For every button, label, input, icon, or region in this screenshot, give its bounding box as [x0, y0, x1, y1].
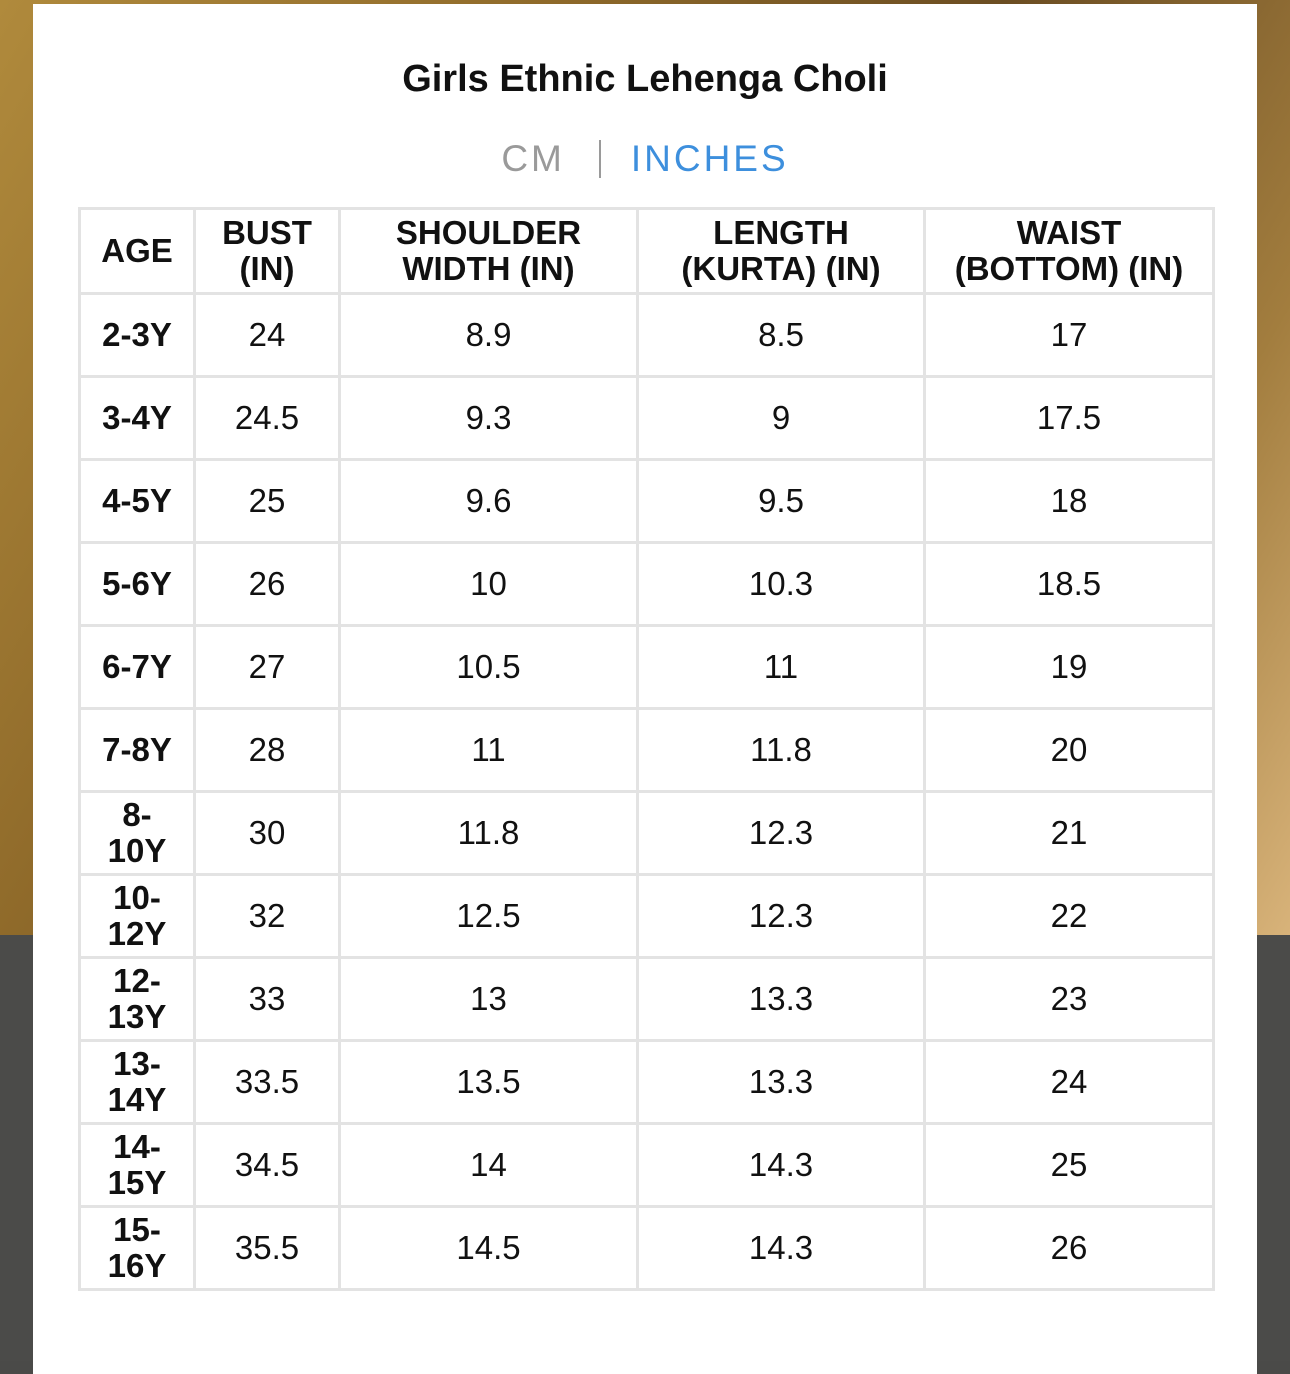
cell-age — [80, 709, 195, 792]
cell-shoulder: 11 — [340, 709, 638, 792]
cell-waist: 20 — [925, 709, 1214, 792]
table-row — [80, 792, 1214, 875]
cell-waist: 19 — [925, 626, 1214, 709]
cell-waist: 17 — [925, 294, 1214, 377]
cell-length: 12.3 — [638, 875, 925, 958]
cell-age — [80, 1041, 195, 1124]
cell-shoulder: 13 — [340, 958, 638, 1041]
cell-bust: 33 — [195, 958, 340, 1041]
header-shoulder-label: SHOULDER WIDTH (IN) — [395, 214, 582, 287]
table-row — [80, 1207, 1214, 1290]
unit-inches-button[interactable]: INCHES — [630, 138, 789, 179]
table-row — [80, 294, 1214, 377]
cell-shoulder: 9.3 — [340, 377, 638, 460]
table-row — [80, 626, 1214, 709]
cell-bust: 28 — [195, 709, 340, 792]
cell-length: 14.3 — [638, 1124, 925, 1207]
cell-age — [80, 1124, 195, 1207]
cell-shoulder: 11.8 — [340, 792, 638, 875]
age-label: 3-4Y — [102, 399, 172, 436]
cell-waist: 17.5 — [925, 377, 1214, 460]
cell-shoulder: 10 — [340, 543, 638, 626]
cell-age — [80, 1207, 195, 1290]
cell-bust: 30 — [195, 792, 340, 875]
unit-cm-button[interactable]: CM — [501, 138, 565, 179]
cell-bust: 34.5 — [195, 1124, 340, 1207]
cell-length: 14.3 — [638, 1207, 925, 1290]
cell-length: 11 — [638, 626, 925, 709]
age-label: 14-15Y — [107, 1128, 167, 1201]
header-bust — [195, 209, 340, 294]
cell-length: 13.3 — [638, 1041, 925, 1124]
cell-waist: 24 — [925, 1041, 1214, 1124]
cell-age — [80, 377, 195, 460]
header-length — [638, 209, 925, 294]
cell-shoulder: 14 — [340, 1124, 638, 1207]
unit-toggle — [33, 138, 1257, 180]
cell-bust: 24.5 — [195, 377, 340, 460]
unit-divider — [599, 140, 601, 178]
age-label: 4-5Y — [102, 482, 172, 519]
age-label: 7-8Y — [102, 731, 172, 768]
header-age: AGE — [80, 209, 195, 294]
cell-age — [80, 626, 195, 709]
cell-length: 12.3 — [638, 792, 925, 875]
cell-bust: 32 — [195, 875, 340, 958]
cell-shoulder: 12.5 — [340, 875, 638, 958]
cell-shoulder: 10.5 — [340, 626, 638, 709]
header-length-label: LENGTH (KURTA) (IN) — [681, 214, 881, 287]
cell-waist: 18.5 — [925, 543, 1214, 626]
cell-bust: 24 — [195, 294, 340, 377]
cell-bust: 26 — [195, 543, 340, 626]
cell-waist: 23 — [925, 958, 1214, 1041]
age-label: 5-6Y — [102, 565, 172, 602]
cell-age — [80, 460, 195, 543]
cell-age — [80, 543, 195, 626]
table-row — [80, 958, 1214, 1041]
cell-age — [80, 875, 195, 958]
size-chart-title: Girls Ethnic Lehenga Choli — [402, 58, 888, 100]
table-row — [80, 709, 1214, 792]
cell-shoulder: 14.5 — [340, 1207, 638, 1290]
cell-bust: 33.5 — [195, 1041, 340, 1124]
table-row — [80, 460, 1214, 543]
cell-waist: 25 — [925, 1124, 1214, 1207]
cell-length: 8.5 — [638, 294, 925, 377]
table-row — [80, 1124, 1214, 1207]
cell-length: 10.3 — [638, 543, 925, 626]
table-row — [80, 543, 1214, 626]
size-chart-table — [78, 207, 1215, 1291]
cell-length: 11.8 — [638, 709, 925, 792]
cell-shoulder: 13.5 — [340, 1041, 638, 1124]
cell-bust: 35.5 — [195, 1207, 340, 1290]
cell-age — [80, 792, 195, 875]
header-bust-label: BUST (IN) — [222, 214, 312, 287]
cell-shoulder: 8.9 — [340, 294, 638, 377]
cell-waist: 21 — [925, 792, 1214, 875]
cell-bust: 27 — [195, 626, 340, 709]
age-label: 2-3Y — [102, 316, 172, 353]
cell-length: 9.5 — [638, 460, 925, 543]
header-shoulder-width — [340, 209, 638, 294]
cell-length: 9 — [638, 377, 925, 460]
age-label: 8-10Y — [107, 796, 167, 869]
cell-waist: 22 — [925, 875, 1214, 958]
age-label: 15-16Y — [107, 1211, 167, 1284]
age-label: 12-13Y — [107, 962, 167, 1035]
age-label: 10-12Y — [107, 879, 167, 952]
age-label: 6-7Y — [102, 648, 172, 685]
cell-waist: 26 — [925, 1207, 1214, 1290]
header-waist-label: WAIST (BOTTOM) (IN) — [954, 214, 1184, 287]
cell-waist: 18 — [925, 460, 1214, 543]
cell-length: 13.3 — [638, 958, 925, 1041]
table-row — [80, 1041, 1214, 1124]
table-row — [80, 377, 1214, 460]
age-label: 13-14Y — [107, 1045, 167, 1118]
header-waist — [925, 209, 1214, 294]
cell-bust: 25 — [195, 460, 340, 543]
cell-shoulder: 9.6 — [340, 460, 638, 543]
cell-age — [80, 958, 195, 1041]
size-chart-modal — [33, 4, 1257, 1374]
table-header-row — [80, 209, 1214, 294]
table-row — [80, 875, 1214, 958]
cell-age — [80, 294, 195, 377]
